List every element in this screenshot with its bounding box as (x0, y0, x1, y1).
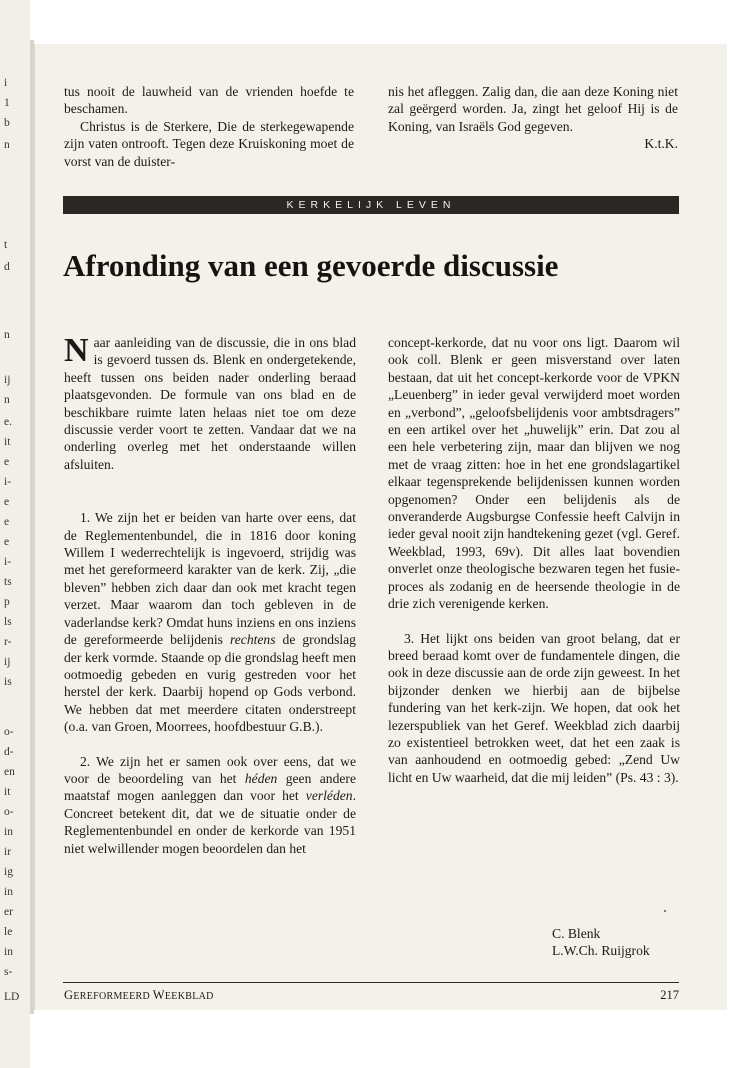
margin-fragment: d (4, 261, 10, 273)
signatory-name: C. Blenk (552, 926, 601, 941)
margin-fragment: e (4, 516, 10, 528)
top-right-column (388, 83, 678, 153)
continued-paragraph: concept-kerkorde, dat nu voor ons ligt. Daarom wil ook coll. Blenk er geen misverstand over laten bestaan, dat uit het concept-kerkorde voor de VPKN „Leuenberg” in ieder geval verwijderd moet worden en „verbond”, „geloofsbelijdenis voor ambtsdragers” en een artikel over het „huwelijk” erin. Dat zou al een hele verbetering zijn, maar dan blijven we nog met de vraag zitten: hoe in het ene grondslagartikel elkaar tegensprekende belijdenissen kunnen worden opgenomen? Onder een belijdenis als de onveranderde Augsburgse Confessie heeft Calvijn in ieder geval nooit zijn handtekening gezet (vgl. Geref. Weekblad, 1993, 69v). Dit alles laat bovendien onverlet onze theologische bezwaren tegen het fusie-proces als zodanig en de heersende theologie in de drie zich verenigende kerken. (388, 335, 680, 612)
signatories (552, 925, 650, 960)
smudge (664, 910, 666, 912)
margin-fragment: in (4, 886, 13, 898)
page-number: 217 (660, 988, 679, 1002)
point-2-paragraph: 2. We zijn het er samen ook over eens, dat we voor de beoordeling van het héden geen andere maatstaf mogen aanleggen dan voor het verléden. Concreet betekent dit, dat we de situatie onder de Reglementenbundel en onder de kerkorde van 1951 niet welwillender mogen beoordelen dan het (64, 753, 356, 856)
margin-fragment: ts (4, 576, 12, 588)
margin-fragment: o- (4, 806, 14, 818)
top-left-column (64, 83, 354, 170)
top-left-paragraph: Christus is de Sterkere, Die de sterkegewapende zijn vaten ontrooft. Tegen deze Kruiskoning moet de vorst van de duister- (64, 118, 354, 169)
margin-fragment: en (4, 766, 15, 778)
margin-fragment: i- (4, 476, 12, 488)
article-left-column (64, 334, 356, 857)
margin-fragment: e (4, 456, 10, 468)
article-right-column (388, 334, 680, 786)
previous-page-margin (0, 0, 30, 1068)
article-title: Afronding van een gevoerde discussie (63, 248, 559, 283)
section-banner: KERKELIJK LEVEN (63, 196, 679, 214)
margin-fragment: is (4, 676, 12, 688)
margin-fragment: ls (4, 616, 12, 628)
point-3-paragraph: 3. Het lijkt ons beiden van groot belang, dat er breed beraad komt over de fundamentele dingen, die ook in deze discussie aan de orde zijn geweest. In het bijzonder denken we hierbij aan de bijbelse fundering van het kerk-zijn. We hopen, dat ook het lezerspubliek van het Geref. Weekblad zich daarbij zo existentieel betrokken weet, dat het een zaak is van aanhoudend en ootmoedig gebed: „Zend Uw licht en Uw waarheid, dat die mij leiden” (Ps. 43 : 3). (388, 630, 680, 785)
margin-fragment: e (4, 496, 10, 508)
top-right-paragraph: nis het afleggen. Zalig dan, die aan deze Koning niet zal geërgerd worden. Ja, zingt het geloof Hij is de Koning, van Israëls God gegeven. (388, 84, 678, 134)
margin-fragment: p (4, 596, 10, 608)
margin-fragment: ig (4, 866, 13, 878)
margin-fragment: e (4, 536, 10, 548)
margin-fragment: n (4, 329, 10, 341)
margin-fragment: b (4, 117, 10, 129)
margin-fragment: t (4, 239, 8, 251)
margin-fragment: d- (4, 746, 14, 758)
margin-fragment: ij (4, 656, 11, 668)
emphasis-heden: héden (244, 770, 278, 786)
signatory-name: L.W.Ch. Ruijgrok (552, 943, 650, 959)
top-left-paragraph: tus nooit de lauwheid van de vrienden hoefde te beschamen. (64, 84, 354, 117)
margin-fragment: LD (4, 991, 20, 1003)
margin-fragment: ir (4, 846, 12, 858)
intro-text: aar aanleiding van de discussie, die in ons blad is gevoerd tussen ds. Blenk en ondergetekende, heeft tussen ons beiden nader onderling beraad plaatsgevonden. De formule van ons blad en de beschikbare ruimte laten helaas niet toe om deze discussie verder voort te zetten. Vandaar dat we na onderling overleg met het onderstaande willen afsluiten. (64, 335, 356, 472)
margin-fragment: le (4, 926, 13, 938)
margin-fragment: e. (4, 416, 12, 428)
margin-fragment: o- (4, 726, 14, 738)
margin-fragment: ij (4, 374, 11, 386)
margin-fragment: in (4, 946, 13, 958)
margin-fragment: 1 (4, 97, 10, 109)
margin-fragment: n (4, 139, 10, 151)
publication-name: GEREFORMEERD WEEKBLAD (64, 988, 214, 1002)
margin-fragment: i- (4, 556, 12, 568)
top-signature: K.t.K. (644, 136, 678, 152)
margin-fragment: in (4, 826, 13, 838)
drop-cap: N (64, 332, 89, 369)
point-1-paragraph: 1. We zijn het er beiden van harte over eens, dat de Reglementenbundel, die in 1816 door koning Willem I wederrechtelijk is ingevoerd, strijdig was met het gereformeerd karakter van de kerk. Zij, „die bleven” hebben zich daar dan ook met kracht tegen verzet. Maar waarom dan toch gebleven in de vaderlandse kerk? Omdat huns inziens en ons inziens de gereformeerde belijdenis rechtens de grondslag der kerk vormde. Staande op die grondslag heeft men ootmoedig gebeden en vurig gestreden voor het herstel der kerk. Daarbij hopend op Gods verbond. We hebben dat met meerdere citaten onderstreept (o.a. van Groen, Moorrees, hoofdbestuur G.B.). (64, 510, 356, 735)
emphasis-verleden: verléden (305, 788, 353, 804)
footer-rule (63, 982, 679, 983)
margin-fragment: s- (4, 966, 13, 978)
margin-fragment: n (4, 394, 10, 406)
margin-fragment: r- (4, 636, 12, 648)
margin-fragment: it (4, 786, 11, 798)
margin-fragment: er (4, 906, 13, 918)
intro-paragraph (64, 334, 356, 473)
margin-fragment: i (4, 77, 8, 89)
margin-fragment: it (4, 436, 11, 448)
emphasis-rechtens: rechtens (229, 632, 276, 648)
